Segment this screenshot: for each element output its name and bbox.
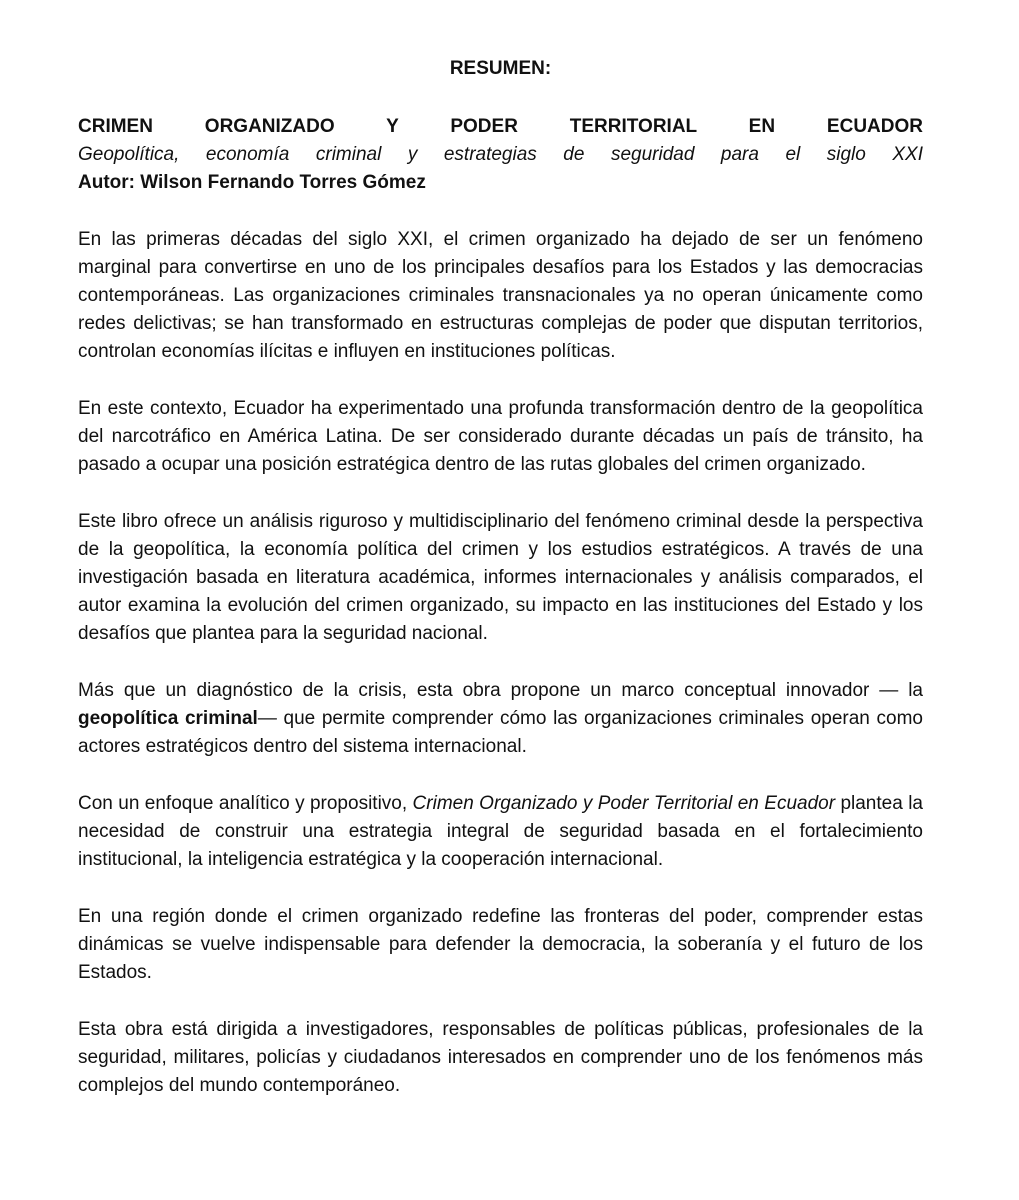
paragraph-7: Esta obra está dirigida a investigadores, responsables de políticas públicas, profesionales de la seguridad, militares, policías y ciudadanos interesados en comprender uno de los fenómenos más complejos del mundo contemporáneo. bbox=[78, 1019, 923, 1096]
paragraph-4-text-end: — que permite comprender cómo las organizaciones criminales operan como actores estratégicos dentro del sistema internacional. bbox=[78, 708, 923, 757]
paragraph-4-bold-term: geopolítica criminal bbox=[78, 708, 258, 729]
paragraph-4-text-start: Más que un diagnóstico de la crisis, esta obra propone un marco conceptual innovador — la bbox=[78, 680, 923, 701]
paragraph-5-text-start: Con un enfoque analítico y propositivo, bbox=[78, 793, 413, 814]
book-subtitle: Geopolítica, economía criminal y estrategias de seguridad para el siglo XXI bbox=[78, 144, 923, 165]
paragraph-5-text-end: plantea la necesidad de construir una estrategia integral de seguridad basada en el fortalecimiento institucional, la inteligencia estratégica y la cooperación internacional. bbox=[78, 793, 923, 870]
paragraph-3: Este libro ofrece un análisis riguroso y multidisciplinario del fenómeno criminal desde la perspectiva de la geopolítica, la economía política del crimen y los estudios estratégicos. A través de una investigación basada en literatura académica, informes internacionales y análisis comparados, el autor examina la evolución del crimen organizado, su impacto en las instituciones del Estado y los desafíos que plantea para la seguridad nacional. bbox=[78, 511, 923, 644]
summary-heading: RESUMEN: bbox=[449, 58, 552, 79]
paragraph-2: En este contexto, Ecuador ha experimentado una profunda transformación dentro de la geopolítica del narcotráfico en América Latina. De ser considerado durante décadas un país de tránsito, ha pasado a ocupar una posición estratégica dentro de las rutas globales del crimen organizado. bbox=[78, 398, 923, 475]
paragraph-4 bbox=[78, 677, 923, 761]
book-author: Autor: Wilson Fernando Torres Gómez bbox=[78, 172, 426, 193]
book-title: CRIMEN ORGANIZADO Y PODER TERRITORIAL EN ECUADOR bbox=[78, 116, 923, 137]
paragraph-5-italic-title: Crimen Organizado y Poder Territorial en Ecuador bbox=[412, 793, 836, 814]
document-page bbox=[78, 55, 923, 1129]
paragraph-5 bbox=[78, 790, 923, 874]
paragraph-6: En una región donde el crimen organizado redefine las fronteras del poder, comprender estas dinámicas se vuelve indispensable para defender la democracia, la soberanía y el futuro de los Estados. bbox=[78, 906, 923, 983]
paragraph-1: En las primeras décadas del siglo XXI, el crimen organizado ha dejado de ser un fenómeno marginal para convertirse en uno de los principales desafíos para los Estados y las democracias contemporáneas. Las organizaciones criminales transnacionales ya no operan únicamente como redes delictivas; se han transformado en estructuras complejas de poder que disputan territorios, controlan economías ilícitas e influyen en instituciones políticas. bbox=[78, 229, 923, 362]
